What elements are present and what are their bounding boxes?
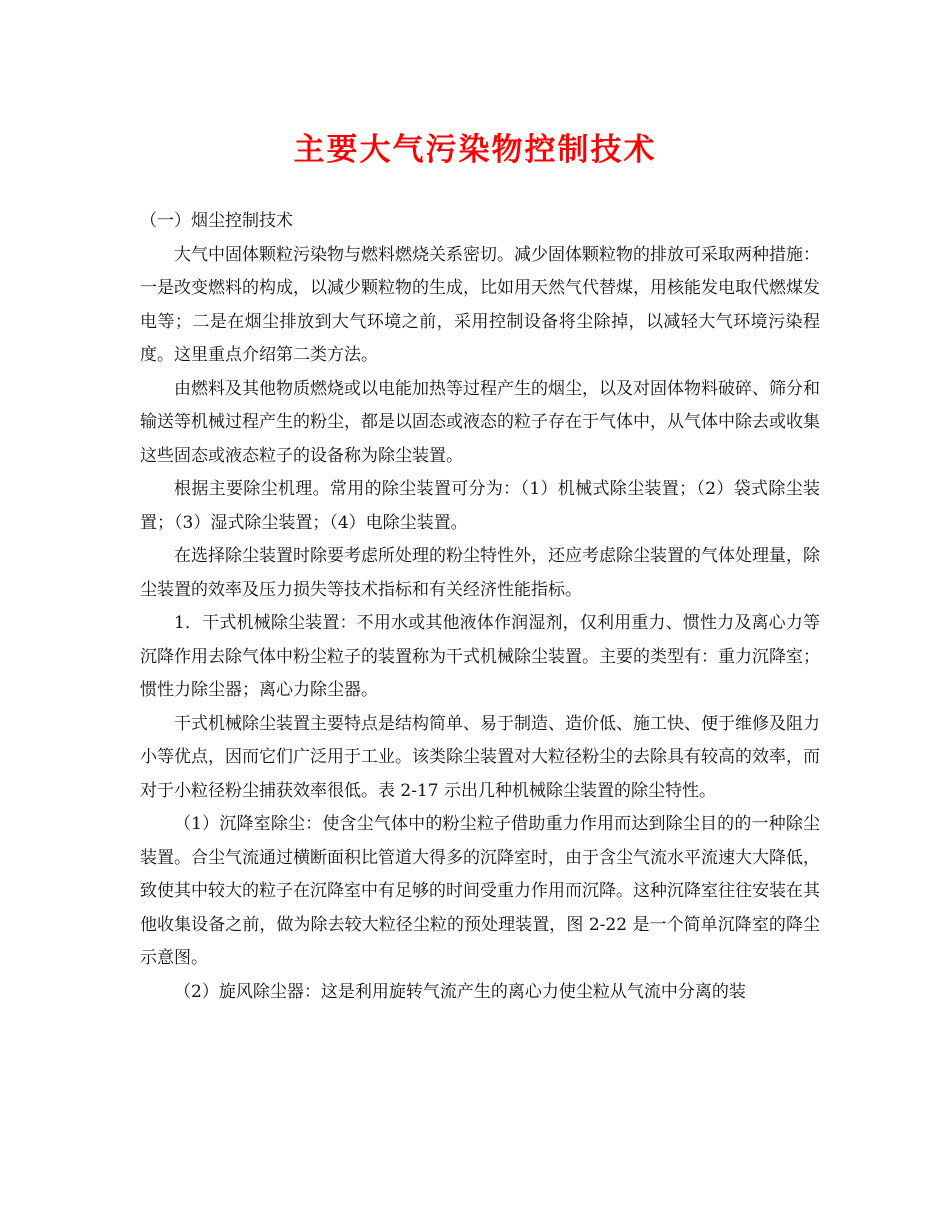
paragraph-6: 干式机械除尘装置主要特点是结构简单、易于制造、造价低、施工快、便于维修及阻力小等优点，因而它们广泛用于工业。该类除尘装置对大粒径粉尘的去除具有较高的效率，而对于小粒径粉尘捕获效率很低。表 2-17 示出几种机械除尘装置的除尘特性。: [140, 713, 820, 801]
section-heading: （一）烟尘控制技术: [140, 211, 293, 231]
paragraph-2: 由燃料及其他物质燃烧或以电能加热等过程产生的烟尘，以及对固体物料破碎、筛分和输送等机械过程产生的粉尘，都是以固态或液态的粒子存在于气体中，从气体中除去或收集这些固态或液态粒子的设备称为除尘装置。: [140, 378, 820, 466]
paragraph-3: 根据主要除尘机理。常用的除尘装置可分为：（1）机械式除尘装置；（2）袋式除尘装置；（3）湿式除尘装置；（4）电除尘装置。: [140, 479, 820, 533]
document-body: [140, 205, 820, 1009]
paragraph-7: （1）沉降室除尘：使含尘气体中的粉尘粒子借助重力作用而达到除尘目的的一种除尘装置。合尘气流通过横断面积比管道大得多的沉降室时，由于含尘气流水平流速大大降低，致使其中较大的粒子在沉降室中有足够的时间受重力作用而沉降。这种沉降室往往安装在其他收集设备之前，做为除去较大粒径尘粒的预处理装置，图 2-22 是一个简单沉降室的降尘示意图。: [140, 814, 820, 968]
paragraph-4: 在选择除尘装置时除要考虑所处理的粉尘特性外，还应考虑除尘装置的气体处理量，除尘装置的效率及压力损失等技术指标和有关经济性能指标。: [140, 546, 820, 600]
paragraph-8: （2）旋风除尘器：这是利用旋转气流产生的离心力使尘粒从气流中分离的装: [174, 981, 746, 1002]
document-title: 主要大气污染物控制技术: [293, 132, 657, 168]
paragraph-5: 1．干式机械除尘装置：不用水或其他液体作润湿剂，仅利用重力、惯性力及离心力等沉降作用去除气体中粉尘粒子的装置称为干式机械除尘装置。主要的类型有：重力沉降室；惯性力除尘器；离心力除尘器。: [140, 613, 820, 700]
paragraph-1: 大气中固体颗粒污染物与燃料燃烧关系密切。减少固体颗粒物的排放可采取两种措施：一是改变燃料的构成，以减少颗粒物的生成，比如用天然气代替煤，用核能发电取代燃煤发电等；二是在烟尘排放到大气环境之前，采用控制设备将尘除掉，以减轻大气环境污染程度。这里重点介绍第二类方法。: [140, 244, 820, 365]
